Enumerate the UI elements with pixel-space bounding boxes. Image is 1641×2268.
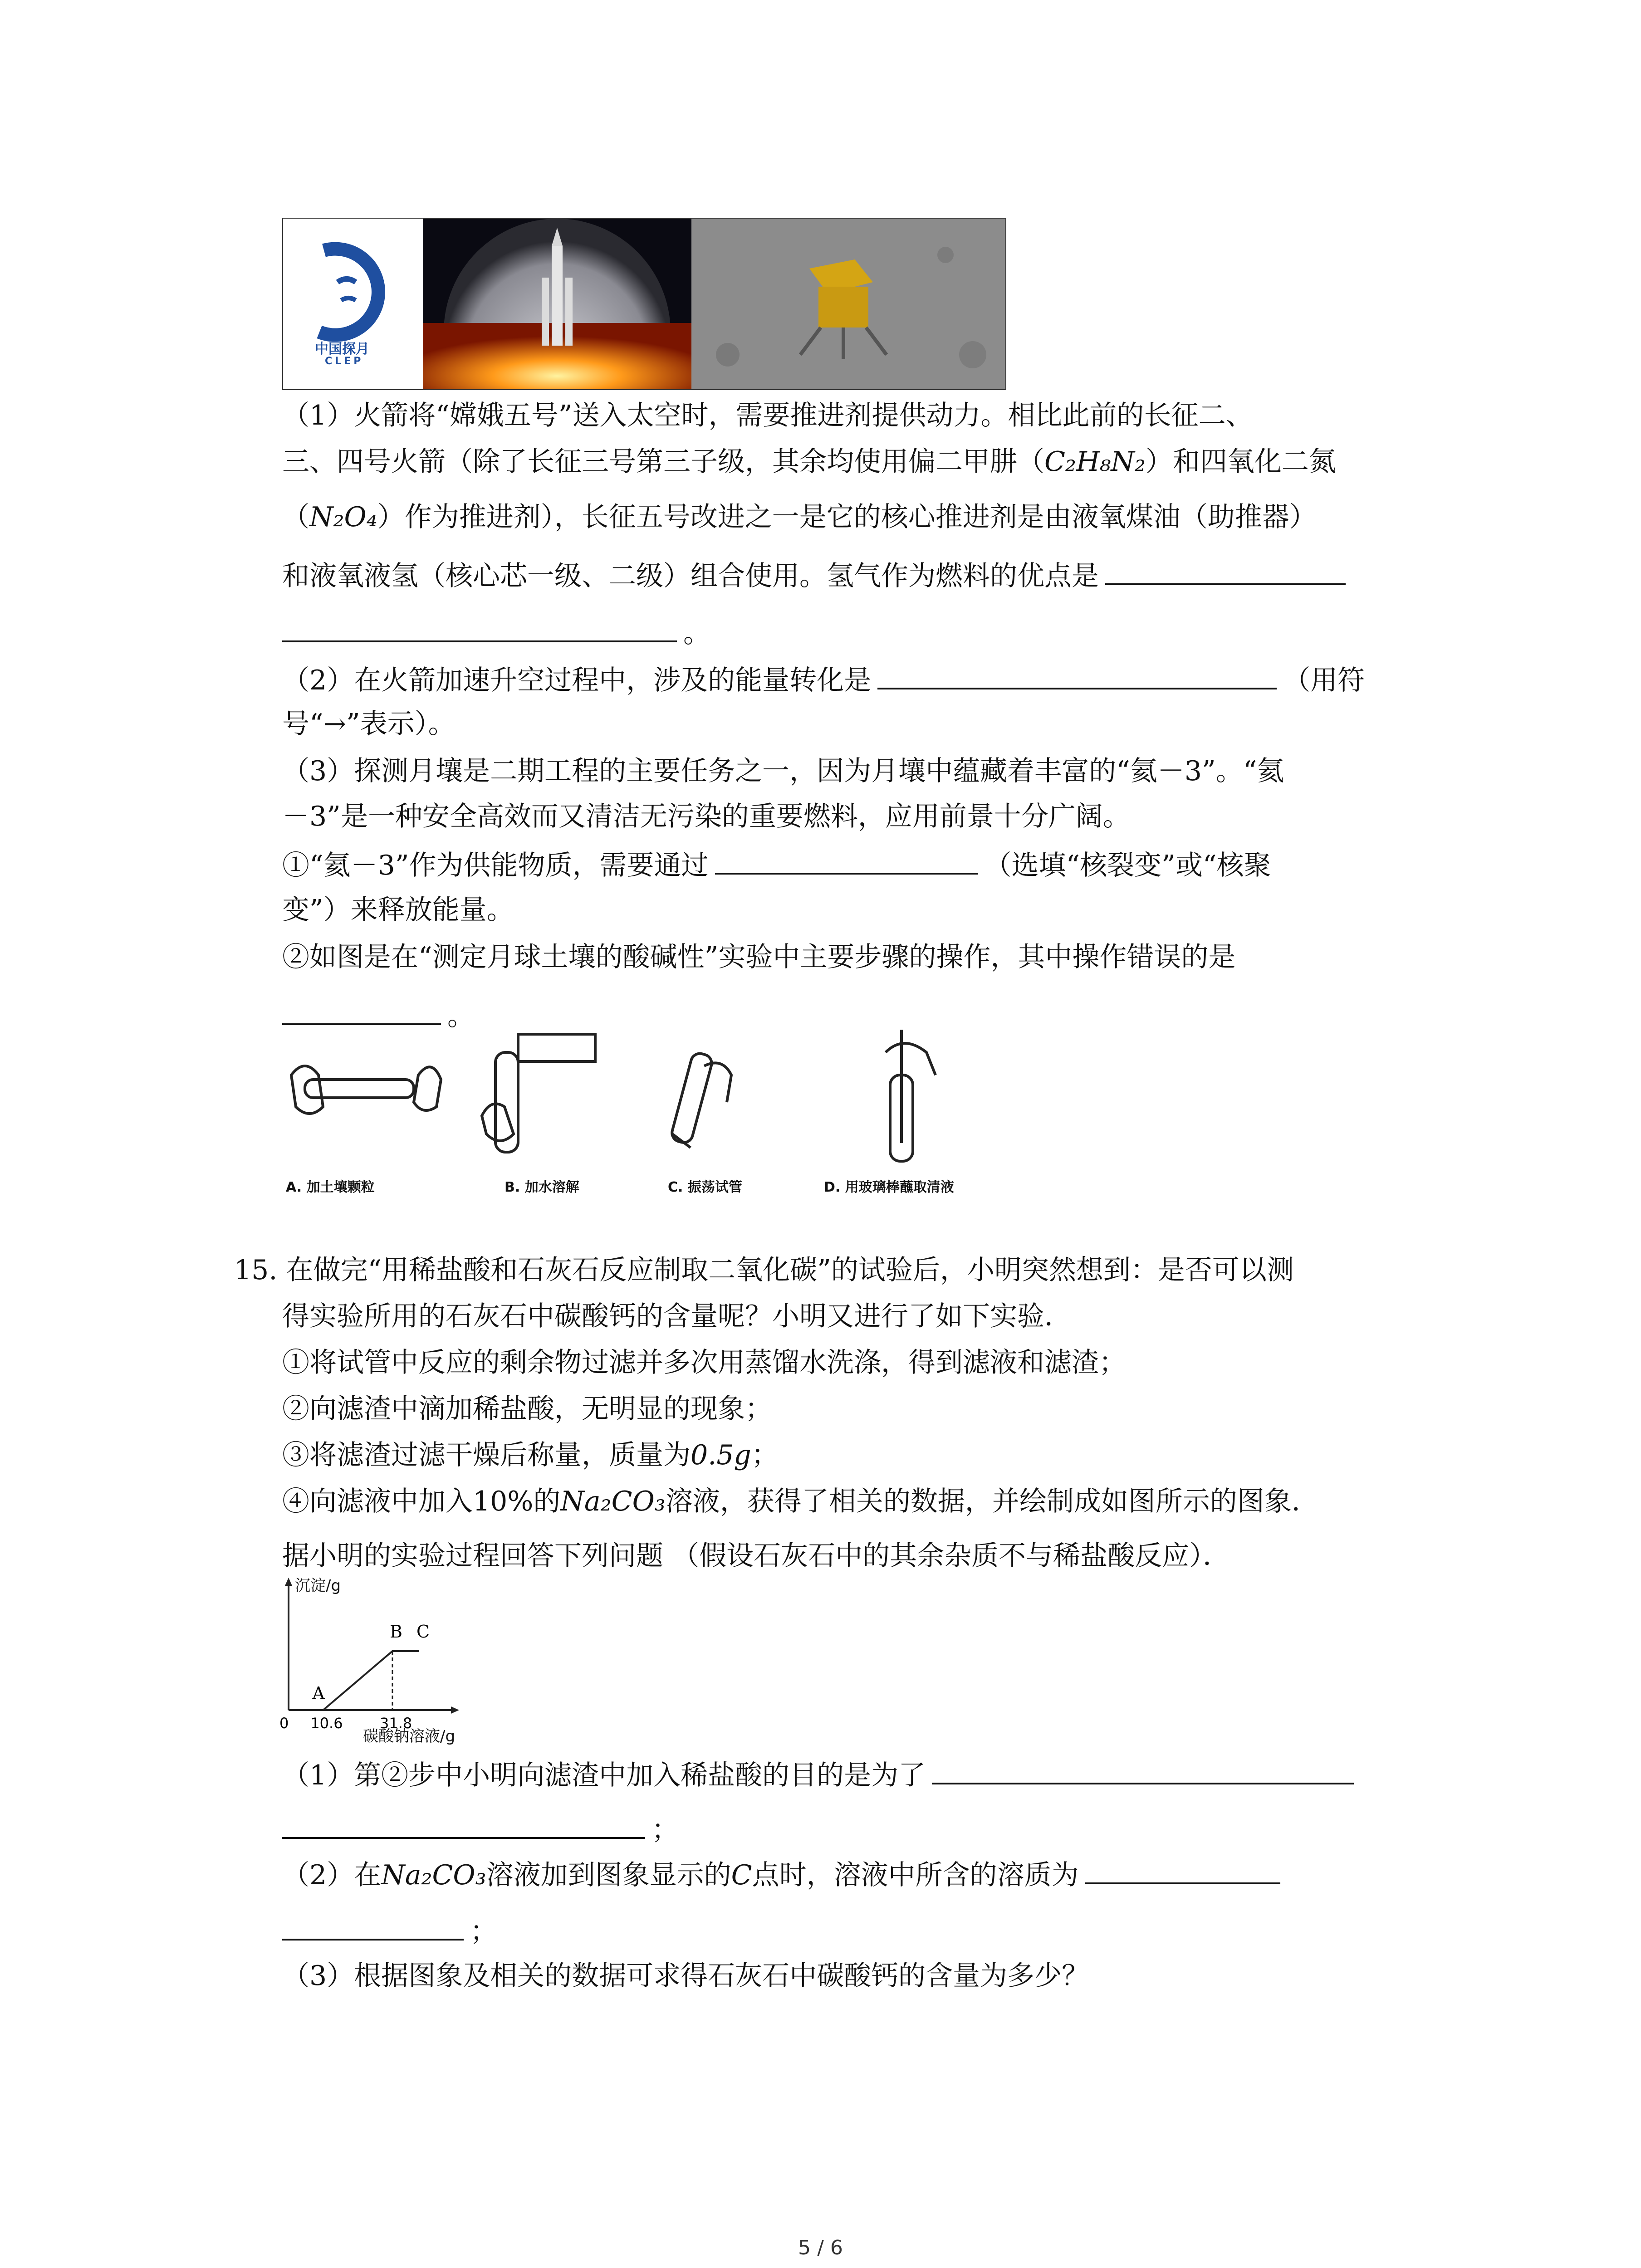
logo-cn-text: 中国探月 [315, 341, 369, 357]
x-tick-label: 10.6 [310, 1715, 343, 1732]
q15-step2: ②向滤渣中滴加稀盐酸，无明显的现象； [282, 1393, 772, 1425]
step-d-caption: D. 用玻璃棒蘸取清液 [824, 1179, 954, 1195]
answer-blank[interactable] [282, 996, 441, 1025]
answer-blank[interactable] [1085, 1855, 1280, 1884]
chang-e-banner [282, 218, 1006, 390]
q14-part1-line3: （N₂O₄）作为推进剂），长征五号改进之一是它的核心推进剂是由液氧煤油（助推器） [282, 501, 1317, 533]
q14-part2-line2: 号“→”表示）。 [282, 708, 456, 740]
q15-step3: ③将滤渣过滤干燥后称量，质量为0.5g； [282, 1439, 779, 1471]
answer-blank[interactable] [715, 846, 978, 875]
x-tick-label: 0 [279, 1715, 289, 1732]
chart-y-label: 沉淀/g [295, 1577, 341, 1595]
q14-part1-line1: （1）火箭将“嫦娥五号”送入太空时，需要推进剂提供动力。相比此前的长征二、 [282, 400, 1253, 431]
answer-blank[interactable] [282, 1810, 645, 1839]
answer-blank[interactable] [282, 613, 677, 642]
q14-part3-line1: （3）探测月壤是二期工程的主要任务之一，因为月壤中蕴藏着丰富的“氦－3”。“氦 [282, 755, 1284, 787]
step-d-drawing [886, 1030, 936, 1161]
q15-question1-line2: ； [282, 1810, 679, 1848]
step-c-caption: C. 振荡试管 [668, 1179, 742, 1195]
step-c-drawing [670, 1051, 731, 1148]
q15-step1: ①将试管中反应的剩余物过滤并多次用蒸馏水洗涤，得到滤液和滤渣； [282, 1347, 1126, 1378]
point-label-b: B [389, 1622, 402, 1642]
experiment-steps-figure [282, 1025, 1008, 1175]
q14-part1-line2: 三、四号火箭（除了长征三号第三子级，其余均使用偏二甲肼（C₂H₈N₂）和四氧化二氮 [282, 446, 1336, 478]
x-axis-arrow [451, 1706, 459, 1714]
clep-logo [283, 219, 423, 389]
rocket-launch-image [423, 219, 691, 389]
q14-part3b-line2: 。 [282, 996, 475, 1034]
q15-question1-line1: （1）第②步中小明向滤渣中加入稀盐酸的目的是为了 [282, 1755, 1360, 1794]
step-b-drawing [482, 1034, 595, 1152]
q14-part3a-line1: ①“氦－3”作为供能物质，需要通过 （选填“核裂变”或“核聚 [282, 846, 1271, 884]
answer-blank[interactable] [282, 1911, 464, 1941]
q15-question2-line2: ； [282, 1911, 497, 1950]
step-a-drawing [291, 1066, 441, 1114]
y-axis-arrow [285, 1578, 292, 1586]
answer-blank[interactable] [932, 1755, 1354, 1784]
q14-part3-line2: －3”是一种安全高效而又清洁无污染的重要燃料，应用前景十分广阔。 [282, 801, 1130, 832]
q14-part1-line4: 和液氧液氢（核心芯一级、二级）组合使用。氢气作为燃料的优点是 [282, 556, 1352, 594]
q15-line2: 得实验所用的石灰石中碳酸钙的含量呢？小明又进行了如下实验． [282, 1300, 1072, 1332]
step-b-caption: B. 加水溶解 [505, 1179, 579, 1195]
answer-blank[interactable] [1105, 556, 1346, 585]
step-a-caption: A. 加土壤颗粒 [286, 1179, 375, 1195]
q15-question3: （3）根据图象及相关的数据可求得石灰石中碳酸钙的含量为多少？ [282, 1960, 1089, 1992]
point-label-a: A [312, 1683, 325, 1703]
chart-x-label: 碳酸钠溶液/g [363, 1727, 456, 1745]
lunar-lander-image [691, 219, 1005, 389]
q14-part3a-line2: 变”）来释放能量。 [282, 894, 514, 926]
q15-question2-line1: （2）在Na₂CO₃溶液加到图象显示的C点时，溶液中所含的溶质为 [282, 1855, 1287, 1893]
x-tick-label: 31.8 [379, 1715, 412, 1732]
point-label-c: C [416, 1622, 430, 1642]
answer-blank[interactable] [877, 660, 1277, 689]
q14-part3b-line1: ②如图是在“测定月球土壤的酸碱性”实验中主要步骤的操作，其中操作错误的是 [282, 941, 1236, 973]
logo-en-text: CLEP [325, 356, 364, 367]
page-number: 5 / 6 [798, 2236, 843, 2259]
q15-step4: ④向滤液中加入10%的Na₂CO₃溶液，获得了相关的数据，并绘制成如图所示的图象． [282, 1486, 1319, 1517]
q15-line1: 15. 在做完“用稀盐酸和石灰石反应制取二氧化碳”的试验后，小明突然想到：是否可以测 [234, 1254, 1294, 1286]
q14-part2-line1: （2）在火箭加速升空过程中，涉及的能量转化是 （用符 [282, 660, 1365, 699]
precipitate-line [323, 1651, 419, 1710]
q15-line7: 据小明的实验过程回答下列问题 （假设石灰石中的其余杂质不与稀盐酸反应）． [282, 1540, 1230, 1572]
q14-part1-line5: 。 [282, 613, 710, 651]
